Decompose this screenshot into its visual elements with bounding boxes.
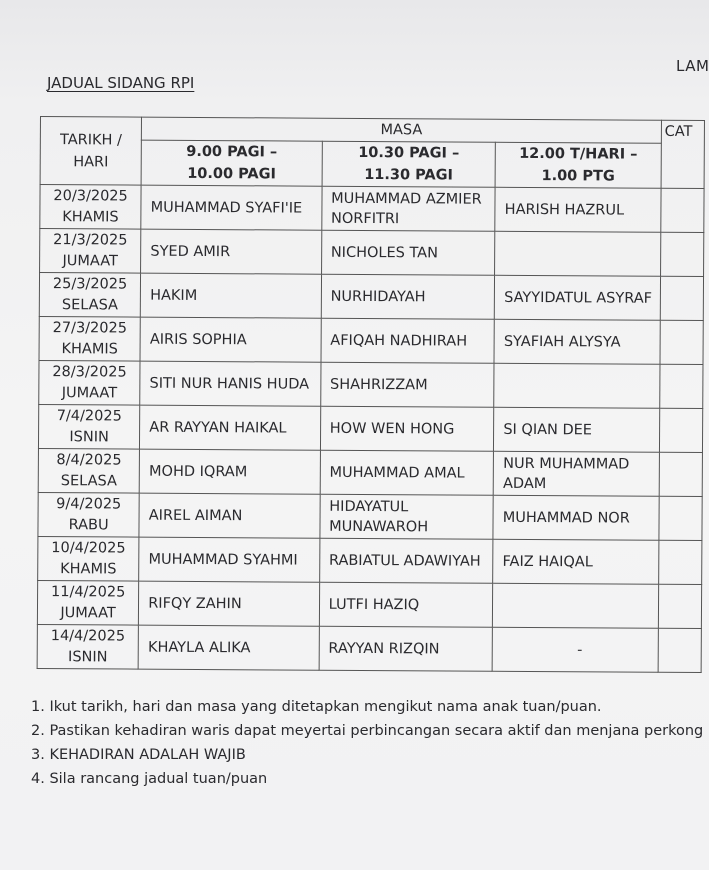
slot3-line1: 12.00 T/HARI – <box>519 145 638 163</box>
cat-cell <box>659 364 703 408</box>
date-cell <box>39 360 140 405</box>
day-text: SELASA <box>61 296 119 313</box>
date-text: 10/4/2025 <box>51 539 126 557</box>
slot-header-2 <box>322 141 496 187</box>
slot-cell-s3: SI QIAN DEE <box>494 407 660 452</box>
date-text: 7/4/2025 <box>56 407 122 425</box>
slot-cell-s2: LUTFI HAZIQ <box>319 582 493 627</box>
table-row <box>40 185 704 233</box>
note-item: 1. Ikut tarikh, hari dan masa yang ditetapkan mengikut nama anak tuan/puan. <box>31 699 602 715</box>
masa-header: MASA <box>142 117 662 143</box>
slot-cell-s2: HOW WEN HONG <box>320 406 494 451</box>
date-text: 14/4/2025 <box>50 627 126 645</box>
slot-header-1 <box>141 140 322 186</box>
cat-header: CAT <box>661 120 705 188</box>
day-text: KHAMIS <box>61 340 118 357</box>
date-text: 11/4/2025 <box>50 583 126 601</box>
cat-cell <box>659 496 703 540</box>
date-cell <box>40 229 141 274</box>
date-text: 8/4/2025 <box>56 451 122 469</box>
slot-cell-s1: MUHAMMAD SYAFI'IE <box>141 185 322 230</box>
slot3-line2: 1.00 PTG <box>541 168 615 185</box>
slot-cell-s3: FAIZ HAIQAL <box>493 539 659 584</box>
slot1-line2: 10.00 PAGI <box>187 165 277 183</box>
schedule-body <box>37 185 704 673</box>
date-text: 25/3/2025 <box>52 275 128 293</box>
date-cell <box>38 448 139 493</box>
slot-cell-s3: SYAFIAH ALYSYA <box>494 319 660 364</box>
slot2-line1: 10.30 PAGI – <box>358 144 460 162</box>
date-header-line1: TARIKH / <box>59 131 122 149</box>
day-text: RABU <box>68 516 109 533</box>
cat-cell <box>658 584 702 628</box>
slot-cell-s1: AIREL AIMAN <box>139 493 320 538</box>
slot-cell-s2: RAYYAN RIZQIN <box>319 626 493 671</box>
slot-cell-s2: MUHAMMAD AMAL <box>320 450 494 495</box>
cat-cell <box>661 188 705 232</box>
slot-cell-s3: HARISH HAZRUL <box>495 187 661 232</box>
cat-cell <box>660 232 704 276</box>
date-cell <box>37 624 138 669</box>
slot-header-3 <box>495 142 661 188</box>
table-row <box>38 492 702 540</box>
day-text: ISNIN <box>68 648 108 665</box>
schedule-table <box>37 116 705 673</box>
date-cell <box>38 536 139 581</box>
table-row <box>39 360 703 408</box>
table-row <box>38 404 702 452</box>
note-item: 3. KEHADIRAN ADALAH WAJIB <box>31 747 246 763</box>
slot-cell-s2: SHAHRIZZAM <box>320 362 494 407</box>
date-text: 21/3/2025 <box>53 231 128 249</box>
slot1-line1: 9.00 PAGI – <box>186 143 278 161</box>
date-text: 28/3/2025 <box>52 363 127 381</box>
slot-cell-s3 <box>495 231 661 276</box>
corner-label: LAM <box>676 57 709 75</box>
slot-cell-s2: NURHIDAYAH <box>321 274 495 319</box>
slot-cell-s2: AFIQAH NADHIRAH <box>321 318 495 363</box>
day-text: JUMAAT <box>62 252 118 269</box>
date-cell <box>38 404 139 449</box>
day-text: KHAMIS <box>62 208 119 225</box>
date-cell <box>38 492 139 537</box>
slot-cell-s1: HAKIM <box>140 273 321 318</box>
cat-cell <box>660 276 704 320</box>
cat-cell <box>659 408 703 452</box>
day-text: KHAMIS <box>60 560 117 577</box>
day-text: SELASA <box>60 472 117 489</box>
slot-cell-s3 <box>493 583 659 628</box>
slot-cell-s1: MOHD IQRAM <box>139 449 320 494</box>
date-text: 9/4/2025 <box>56 495 122 513</box>
date-cell <box>39 273 140 318</box>
day-text: ISNIN <box>69 428 109 445</box>
date-day-header <box>40 117 142 186</box>
notes-list <box>31 695 703 791</box>
slot2-line2: 11.30 PAGI <box>364 166 454 184</box>
note-item: 2. Pastikan kehadiran waris dapat meyertai perbincangan secara aktif dan menjana perkong <box>31 723 704 739</box>
table-row <box>39 273 703 321</box>
document-title: JADUAL SIDANG RPI <box>47 74 195 92</box>
slot-cell-s3: SAYYIDATUL ASYRAF <box>495 275 661 320</box>
table-row <box>37 624 701 672</box>
day-text: JUMAAT <box>60 604 116 621</box>
table-row <box>40 229 704 277</box>
table-row <box>38 448 702 496</box>
cat-cell <box>660 320 704 364</box>
slot-cell-s3: NUR MUHAMMAD ADAM <box>493 451 659 496</box>
slot-cell-s1: SYED AMIR <box>141 229 322 274</box>
slot-cell-s2: RABIATUL ADAWIYAH <box>319 538 493 583</box>
slot-cell-s1: SITI NUR HANIS HUDA <box>140 361 321 406</box>
slot-cell-s2: MUHAMMAD AZMIER NORFITRI <box>321 186 495 231</box>
slot-cell-s2: NICHOLES TAN <box>321 230 495 275</box>
date-cell <box>37 580 138 625</box>
slot-cell-s1: MUHAMMAD SYAHMI <box>139 537 320 582</box>
cat-cell <box>658 628 702 672</box>
slot-cell-s1: AIRIS SOPHIA <box>140 317 321 362</box>
table-row <box>38 536 702 584</box>
slot-cell-s1: KHAYLA ALIKA <box>138 625 319 670</box>
cat-cell <box>659 452 703 496</box>
day-text: JUMAAT <box>61 384 118 401</box>
cat-cell <box>658 540 702 584</box>
note-item: 4. Sila rancang jadual tuan/puan <box>31 771 268 787</box>
date-text: 20/3/2025 <box>53 187 128 205</box>
slot-cell-s2: HIDAYATUL MUNAWAROH <box>320 494 494 539</box>
slot-cell-s3: - <box>492 627 658 672</box>
slot-cell-s1: AR RAYYAN HAIKAL <box>140 405 321 450</box>
date-text: 27/3/2025 <box>52 319 128 337</box>
table-row <box>37 580 701 628</box>
header-row-1 <box>40 117 704 144</box>
slot-cell-s1: RIFQY ZAHIN <box>139 581 320 626</box>
table-row <box>39 316 703 364</box>
date-cell <box>39 316 140 361</box>
slot-cell-s3 <box>494 363 660 408</box>
slot-cell-s3: MUHAMMAD NOR <box>493 495 659 540</box>
date-header-line2: HARI <box>73 153 109 170</box>
date-cell <box>40 185 141 230</box>
